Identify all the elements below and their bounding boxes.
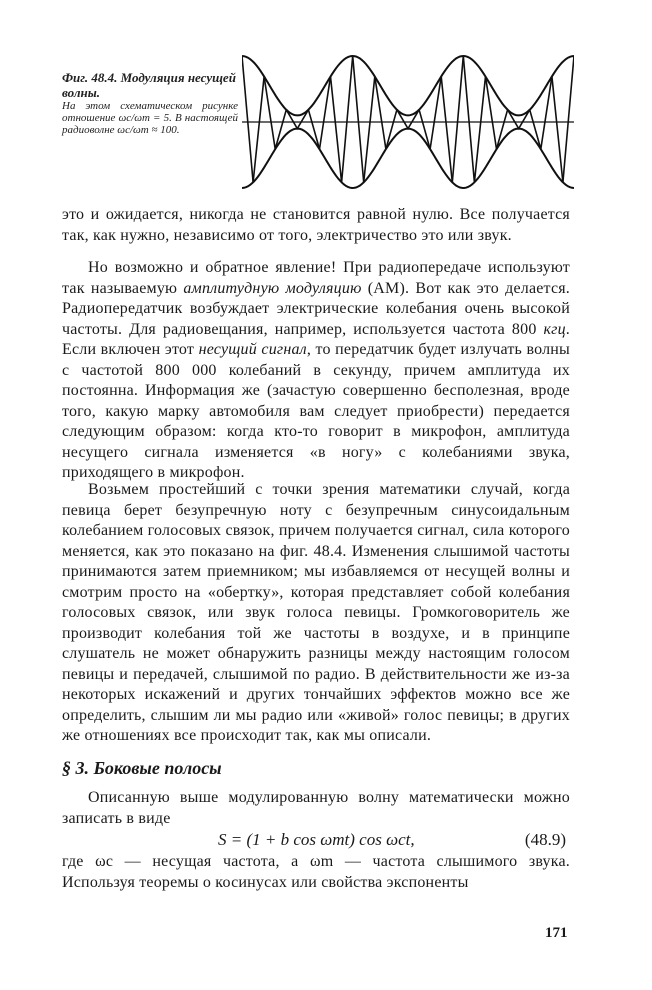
page-number: 171 xyxy=(545,925,568,941)
paragraph-3-text: Возьмем простейший с точки зрения математики случай, когда певица берет безупречную ноту с безупречным синусоидальным колебанием голосовых связок, причем получается сигнал, сила которого меняется, как это показано на фиг. 48.4. Изменения слышимой частоты принимаются затем приемником; мы избавляемся от несущей волны и смотрим просто на «обертку», которая представляет собой колебания голосовых связок, или звук голоса певицы. Громкоговоритель же производит колебания той же частоты в воздухе, и в принципе слушатель не может обнаружить разницы между настоящим голосом певицы и передачей, слышимой по радио. В действительности же из-за некоторых искажений и других тончайших эффектов можно все же определить, слышим ли мы радио или «живой» голос певицы; в других же отношениях все происходит так, как мы описали. xyxy=(62,481,570,744)
carrier-segment xyxy=(353,56,364,182)
figure-caption-text: На этом схематическом рисунке отношение ωc/ωm = 5. В настоящей радиоволне ωc/ωm ≈ 100. xyxy=(62,100,238,136)
paragraph-2-text xyxy=(62,258,570,484)
paragraph-5 xyxy=(62,852,570,893)
p2-part-d: , то передатчик будет излучать волны с частотой 800 000 колебаний в секунду, причем амплитуда их постоянна. Информация же (зачастую совершенно бесполезная, вроде того, какую марку автомобиля вам следует приобрести) передается следующим образом: когда кто-то говорит в микрофон, амплитуда несущего сигнала изменяется «в ногу» с колебаниями звука, приходящего в микрофон. xyxy=(62,341,571,481)
carrier-segment xyxy=(530,110,541,149)
equation-48-9 xyxy=(62,830,570,852)
paragraph-2 xyxy=(62,258,570,484)
modulated-wave xyxy=(242,56,574,182)
section-heading: § 3. Боковые полосы xyxy=(62,758,222,778)
carrier-segment xyxy=(552,77,563,183)
carrier-segment xyxy=(342,56,353,182)
p2-part-b: (АМ). Вот как это делается. Радиопередатчик возбуждает электрические колебания очень высокой частоты. Для радиовещания, например, используется частота 800 xyxy=(62,279,571,338)
carrier-segment xyxy=(497,110,508,149)
modulated-wave-figure xyxy=(242,50,574,192)
section-intro-text: Описанную выше модулированную волну математически можно записать в виде xyxy=(62,789,570,827)
envelope-top xyxy=(242,56,574,115)
carrier-segment xyxy=(474,77,485,183)
carrier-segment xyxy=(253,77,264,183)
envelope-bottom xyxy=(242,129,574,188)
equation-expression: S = (1 + b cos ωmt) cos ωct, xyxy=(218,830,415,849)
carrier-segment xyxy=(408,110,419,129)
paragraph-4 xyxy=(62,788,570,829)
figure-caption xyxy=(62,70,238,136)
carrier-segment xyxy=(452,56,463,182)
equation-number: (48.9) xyxy=(524,830,566,849)
carrier-segment xyxy=(364,77,375,183)
carrier-segment xyxy=(331,77,342,183)
carrier-segment xyxy=(275,110,286,149)
section-after-text: где ωc — несущая частота, а ωm — частота слышимого звука. Используя теоремы о косинусах или свойства экспоненты xyxy=(62,853,570,891)
paragraph-3 xyxy=(62,480,570,747)
p2-part-a: Но возможно и обратное явление! При радиопередаче используют так называемую xyxy=(62,259,570,297)
carrier-segment xyxy=(463,56,474,182)
paragraph-1-text: это и ожидается, никогда не становится равной нулю. Все получается так, как нужно, независимо от того, электричество это или звук. xyxy=(62,206,570,244)
carrier-segment xyxy=(419,110,430,149)
term-carrier-signal: несущий сигнал xyxy=(198,341,307,358)
carrier-segment xyxy=(441,77,452,183)
carrier-segment xyxy=(386,110,397,149)
p2-part-c: . Если включен этот xyxy=(62,320,570,358)
carrier-segment xyxy=(242,56,253,182)
carrier-segment xyxy=(308,110,319,149)
carrier-segment xyxy=(563,56,574,182)
paragraph-1 xyxy=(62,205,570,246)
figure-caption-title: Фиг. 48.4. Модуляция несущей волны. xyxy=(62,70,236,100)
carrier-segment xyxy=(397,110,408,129)
unit-khz: кгц xyxy=(543,320,566,338)
term-amplitude-modulation: амплитудную модуляцию xyxy=(183,279,362,297)
